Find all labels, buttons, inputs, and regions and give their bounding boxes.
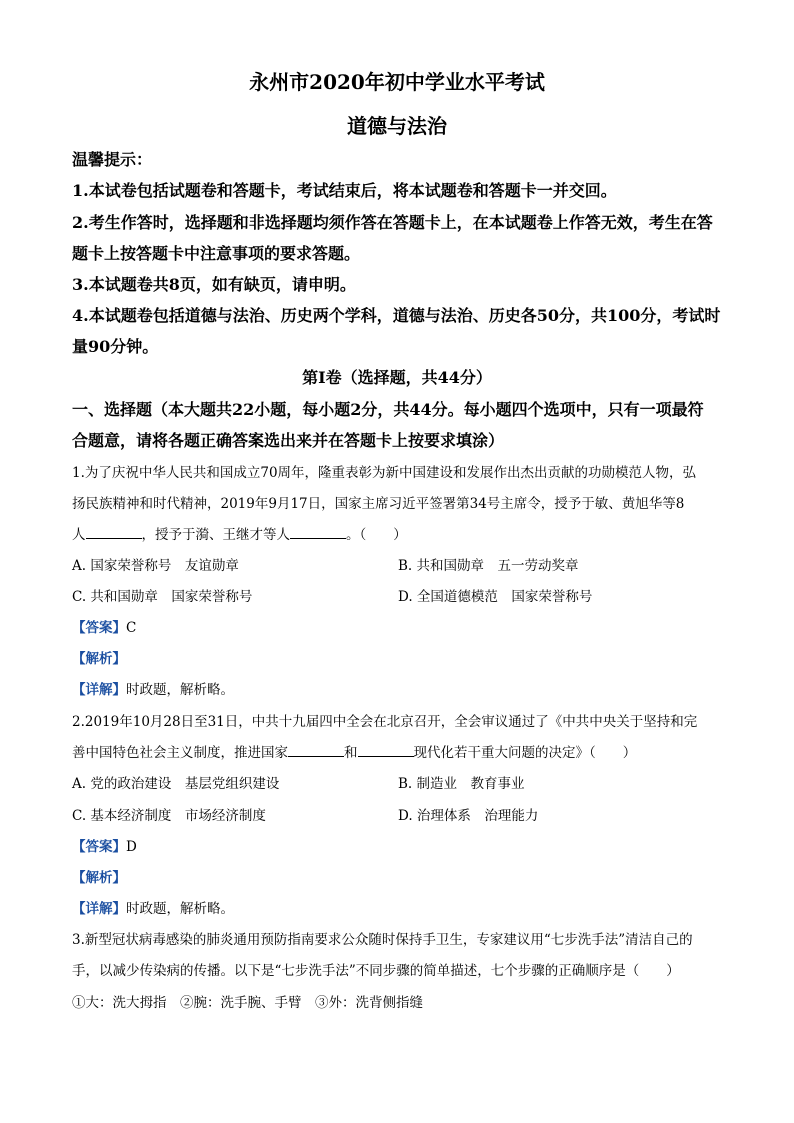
question-1-analysis xyxy=(72,649,722,669)
question-1-stem: 扬民族精神和时代精神，2019年9月17日，国家主席习近平签署第34号主席令，授予于敏、黄旭华等8 xyxy=(72,496,685,512)
answer-blank xyxy=(288,744,344,757)
section-instructions: 合题意，请将各题正确答案选出来并在答题卡上按要求填涂） xyxy=(72,431,505,450)
question-1-option-b: B. 共和国勋章 五一劳动奖章 xyxy=(398,558,579,574)
answer-blank xyxy=(290,526,346,539)
analysis-label: 【解析】 xyxy=(72,651,126,667)
detail-label: 【详解】 xyxy=(72,901,126,917)
question-1-stem-part: 。（ ） xyxy=(346,527,407,543)
detail-text: 时政题，解析略。 xyxy=(126,682,234,698)
question-1-stem: 1.为了庆祝中华人民共和国成立70周年，隆重表彰为新中国建设和发展作出杰出贡献的功勋模范人物，弘 xyxy=(72,465,697,481)
question-3-stem: 3.新型冠状病毒感染的肺炎通用预防指南要求公众随时保持手卫生，专家建议用“七步洗手法”清洁自己的 xyxy=(72,932,693,948)
analysis-label: 【解析】 xyxy=(72,870,126,886)
question-2-answer xyxy=(72,837,722,857)
question-3-stem: ①大：洗大拇指 ②腕：洗手腕、手臂 ③外：洗背侧指缝 xyxy=(72,995,423,1011)
notice-item: 1.本试卷包括试题卷和答题卡，考试结束后，将本试题卷和答题卡一并交回。 xyxy=(72,181,617,200)
question-2-detail xyxy=(72,899,722,919)
notice-heading: 温馨提示： xyxy=(72,150,153,169)
answer-label: 【答案】 xyxy=(72,620,126,636)
notice-item: 题卡上按答题卡中注意事项的要求答题。 xyxy=(72,244,361,263)
question-1-option-d: D. 全国道德模范 国家荣誉称号 xyxy=(398,589,593,605)
question-1-answer xyxy=(72,618,722,638)
answer-value: C xyxy=(126,620,137,636)
question-2-stem-blanks xyxy=(72,743,722,763)
question-1-stem-part: ，授予于漪、王继才等人 xyxy=(141,527,290,543)
question-1-stem-part: 人 xyxy=(72,527,86,543)
exam-title: 永州市2020年初中学业水平考试 xyxy=(249,70,545,94)
answer-label: 【答案】 xyxy=(72,839,126,855)
question-2-stem: 2.2019年10月28日至31日，中共十九届四中全会在北京召开，全会审议通过了《中共中央关于坚持和完 xyxy=(72,714,698,730)
question-2-analysis xyxy=(72,868,722,888)
notice-item: 3.本试题卷共8页，如有缺页，请申明。 xyxy=(72,275,356,294)
detail-text: 时政题，解析略。 xyxy=(126,901,234,917)
question-2-stem-part: 现代化若干重大问题的决定》（ ） xyxy=(413,745,637,761)
answer-blank xyxy=(358,744,414,757)
detail-label: 【详解】 xyxy=(72,682,126,698)
question-1-stem-blanks xyxy=(72,525,722,545)
question-1-option-a: A. 国家荣誉称号 友谊勋章 xyxy=(72,558,239,574)
notice-item: 2.考生作答时，选择题和非选择题均须作答在答题卡上，在本试题卷上作答无效，考生在答 xyxy=(72,213,713,232)
question-2-option-b: B. 制造业 教育事业 xyxy=(398,776,525,792)
question-2-stem-part: 和 xyxy=(344,745,358,761)
question-2-option-d: D. 治理体系 治理能力 xyxy=(398,808,539,824)
notice-item: 4.本试题卷包括道德与法治、历史两个学科，道德与法治、历史各50分，共100分，考试时 xyxy=(72,306,721,325)
question-3-stem: 手，以减少传染病的传播。以下是“七步洗手法”不同步骤的简单描述，七个步骤的正确顺序是（ ） xyxy=(72,963,680,979)
question-1-detail xyxy=(72,680,722,700)
section-title: 第Ⅰ卷（选择题，共44分） xyxy=(302,368,492,387)
question-2-option-a: A. 党的政治建设 基层党组织建设 xyxy=(72,776,280,792)
question-2-stem-part: 善中国特色社会主义制度，推进国家 xyxy=(72,745,288,761)
section-instructions: 一、选择题（本大题共22小题，每小题2分，共44分。每小题四个选项中，只有一项最符 xyxy=(72,400,704,419)
question-2-option-c: C. 基本经济制度 市场经济制度 xyxy=(72,808,266,824)
answer-blank xyxy=(86,526,142,539)
notice-item: 量90分钟。 xyxy=(72,337,159,356)
question-1-option-c: C. 共和国勋章 国家荣誉称号 xyxy=(72,589,253,605)
subject-title: 道德与法治 xyxy=(347,114,447,138)
answer-value: D xyxy=(126,839,137,855)
